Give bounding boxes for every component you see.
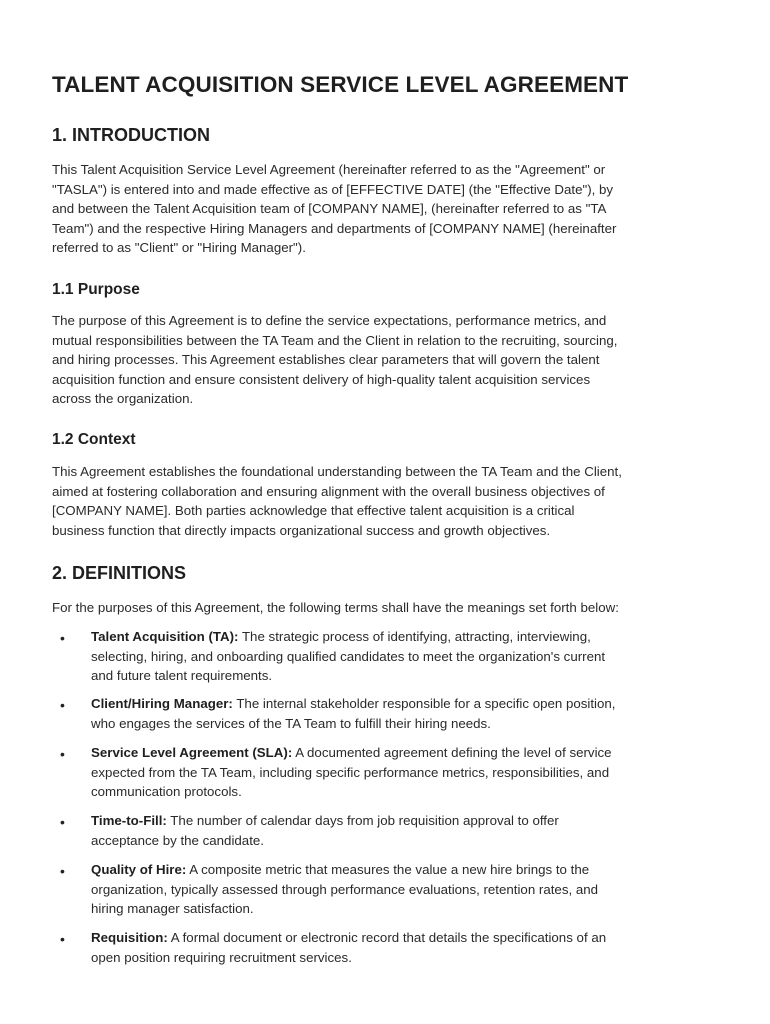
purpose-line: mutual responsibilities between the TA Team and the Client in relation to the recruiting, sourcing,	[52, 332, 618, 348]
definition-line	[91, 694, 721, 714]
definition-description: A documented agreement defining the level of service	[292, 745, 612, 760]
bullet-icon: •	[60, 746, 65, 762]
bullet-icon: •	[60, 931, 65, 947]
introduction-line: Team") and the respective Hiring Managers and departments of [COMPANY NAME] (hereinafter	[52, 220, 617, 236]
context-line: [COMPANY NAME]. Both parties acknowledge that effective talent acquisition is a critical	[52, 503, 575, 519]
definition-line: selecting, hiring, and onboarding qualified candidates to meet the organization's current	[91, 648, 606, 664]
introduction-line: referred to as "Client" or "Hiring Manager").	[52, 240, 306, 256]
definition-description: A formal document or electronic record that details the specifications of an	[167, 930, 607, 945]
definition-term: Requisition:	[91, 930, 168, 945]
definition-text	[91, 811, 721, 850]
definition-description: The strategic process of identifying, attracting, interviewing,	[238, 629, 591, 644]
introduction-paragraph	[52, 160, 722, 258]
definition-term: Service Level Agreement (SLA):	[91, 745, 293, 760]
bullet-icon: •	[60, 814, 65, 830]
context-line: aimed at fostering collaboration and ensuring alignment with the overall business objectives of	[52, 483, 605, 499]
context-line: This Agreement establishes the foundational understanding between the TA Team and the Client,	[52, 464, 622, 479]
introduction-line: "TASLA") is entered into and made effective as of [EFFECTIVE DATE] (the "Effective Date"), by	[52, 181, 614, 197]
definitions-intro	[52, 598, 722, 618]
purpose-line: The purpose of this Agreement is to define the service expectations, performance metrics, and	[52, 313, 607, 328]
bullet-icon: •	[60, 630, 65, 646]
definition-text	[91, 627, 721, 686]
definition-term: Quality of Hire:	[91, 862, 187, 877]
purpose-paragraph	[52, 311, 722, 409]
document-title: TALENT ACQUISITION SERVICE LEVEL AGREEMENT	[52, 72, 629, 97]
context-heading: 1.2 Context	[52, 431, 136, 448]
introduction-line: and between the Talent Acquisition team of [COMPANY NAME], (hereinafter referred to as "TA	[52, 201, 607, 217]
purpose-line: acquisition function and ensure consistent delivery of high-quality talent acquisition services	[52, 371, 591, 387]
definition-line: organization, typically assessed through performance evaluations, retention rates, and	[91, 881, 599, 897]
definition-text	[91, 743, 721, 802]
definition-line: and future talent requirements.	[91, 668, 273, 684]
context-paragraph	[52, 462, 722, 540]
definition-line	[91, 860, 721, 880]
definition-line	[91, 627, 721, 647]
definition-description: The number of calendar days from job requisition approval to offer	[166, 813, 559, 828]
definition-term: Client/Hiring Manager:	[91, 696, 233, 711]
definition-term: Time-to-Fill:	[91, 813, 167, 828]
definition-line: open position requiring recruitment services.	[91, 949, 352, 965]
definition-line: hiring manager satisfaction.	[91, 901, 254, 917]
definition-line: acceptance by the candidate.	[91, 832, 264, 848]
definitions-heading: 2. DEFINITIONS	[52, 563, 187, 583]
context-line: business function that directly impacts organizational success and growth objectives.	[52, 522, 551, 538]
definition-line	[91, 928, 721, 948]
definition-line	[91, 811, 721, 831]
definition-description: The internal stakeholder responsible for a specific open position,	[232, 696, 616, 711]
definition-line	[91, 743, 721, 763]
definition-line: who engages the services of the TA Team to fulfill their hiring needs.	[91, 715, 491, 731]
definition-text	[91, 928, 721, 967]
definition-line: expected from the TA Team, including specific performance metrics, responsibilities, and	[91, 764, 610, 780]
definitions-intro-line: For the purposes of this Agreement, the following terms shall have the meanings set forth below:	[52, 600, 619, 615]
bullet-icon: •	[60, 697, 65, 713]
purpose-line: and hiring processes. This Agreement establishes clear parameters that will govern the talent	[52, 352, 600, 368]
introduction-heading: 1. INTRODUCTION	[52, 125, 211, 145]
purpose-line: across the organization.	[52, 391, 194, 407]
definition-text	[91, 694, 721, 733]
purpose-heading: 1.1 Purpose	[52, 281, 140, 298]
definition-term: Talent Acquisition (TA):	[91, 629, 239, 644]
definition-line: communication protocols.	[91, 784, 242, 800]
bullet-icon: •	[60, 863, 65, 879]
definition-text	[91, 860, 721, 919]
definition-description: A composite metric that measures the value a new hire brings to the	[186, 862, 590, 877]
introduction-line: This Talent Acquisition Service Level Agreement (hereinafter referred to as the "Agreement" or	[52, 162, 606, 177]
